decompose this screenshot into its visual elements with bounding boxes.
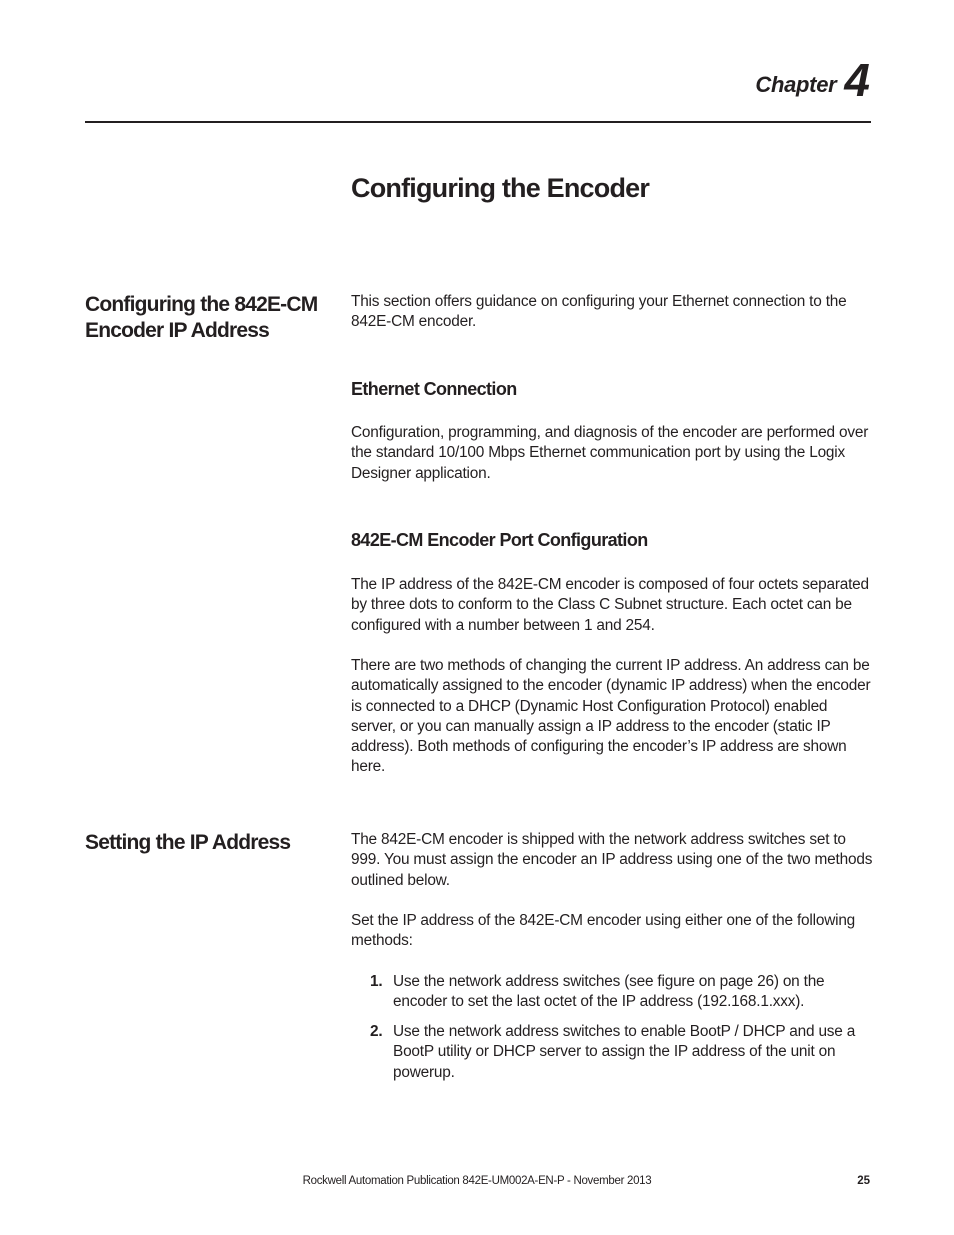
list-item-number: 1.	[370, 973, 383, 990]
list-item-text: Use the network address switches to enable BootP / DHCP and use a BootP utility or DHCP server to assign the IP address of the unit on powerup.	[393, 1023, 856, 1081]
page-number: 25	[857, 1175, 870, 1187]
section-heading-line1: Configuring the 842E-CM	[85, 293, 318, 316]
list-item	[370, 1022, 873, 1083]
footer-publication: Rockwell Automation Publication 842E-UM002A-EN-P - November 2013	[302, 1175, 652, 1187]
list-item-number: 2.	[370, 1023, 383, 1040]
page-title: Configuring the Encoder	[351, 173, 650, 203]
header-divider	[85, 121, 871, 123]
list-item	[370, 972, 873, 1013]
port-configuration-text-2: There are two methods of changing the current IP address. An address can be automatically assigned to the encoder (dynamic IP address) when the encoder is connected to a DHCP (Dynamic Host Configuration Protocol) enabled server, or you can manually assign a IP address to the encoder (static IP address). Both methods of configuring the encoder’s IP address are shown here.	[351, 657, 871, 776]
chapter-header	[755, 54, 870, 106]
setting-ip-text-2: Set the IP address of the 842E-CM encoder using either one of the following methods:	[351, 912, 856, 950]
section-heading-setting-ip: Setting the IP Address	[85, 831, 291, 854]
section-intro: This section offers guidance on configuring your Ethernet connection to the 842E-CM encoder.	[351, 293, 847, 331]
ethernet-connection-heading: Ethernet Connection	[351, 379, 517, 399]
section-heading-line2: Encoder IP Address	[85, 319, 270, 342]
ethernet-connection-text: Configuration, programming, and diagnosis of the encoder are performed over the standard 10/100 Mbps Ethernet communication port by using the Logix Designer application.	[351, 424, 869, 482]
chapter-label: Chapter	[755, 71, 837, 97]
chapter-number: 4	[844, 54, 870, 106]
list-item-text: Use the network address switches (see figure on page 26) on the encoder to set the last octet of the IP address (192.168.1.xxx).	[393, 973, 825, 1011]
port-configuration-text-1: The IP address of the 842E-CM encoder is composed of four octets separated by three dots to conform to the Class C Subnet structure. Each octet can be configured with a number between 1 and 254.	[351, 576, 869, 634]
section-heading-ip-address	[85, 292, 325, 344]
port-configuration-heading: 842E-CM Encoder Port Configuration	[351, 530, 648, 550]
setting-ip-text-1: The 842E-CM encoder is shipped with the network address switches set to 999. You must assign the encoder an IP address using one of the two methods outlined below.	[351, 831, 873, 889]
